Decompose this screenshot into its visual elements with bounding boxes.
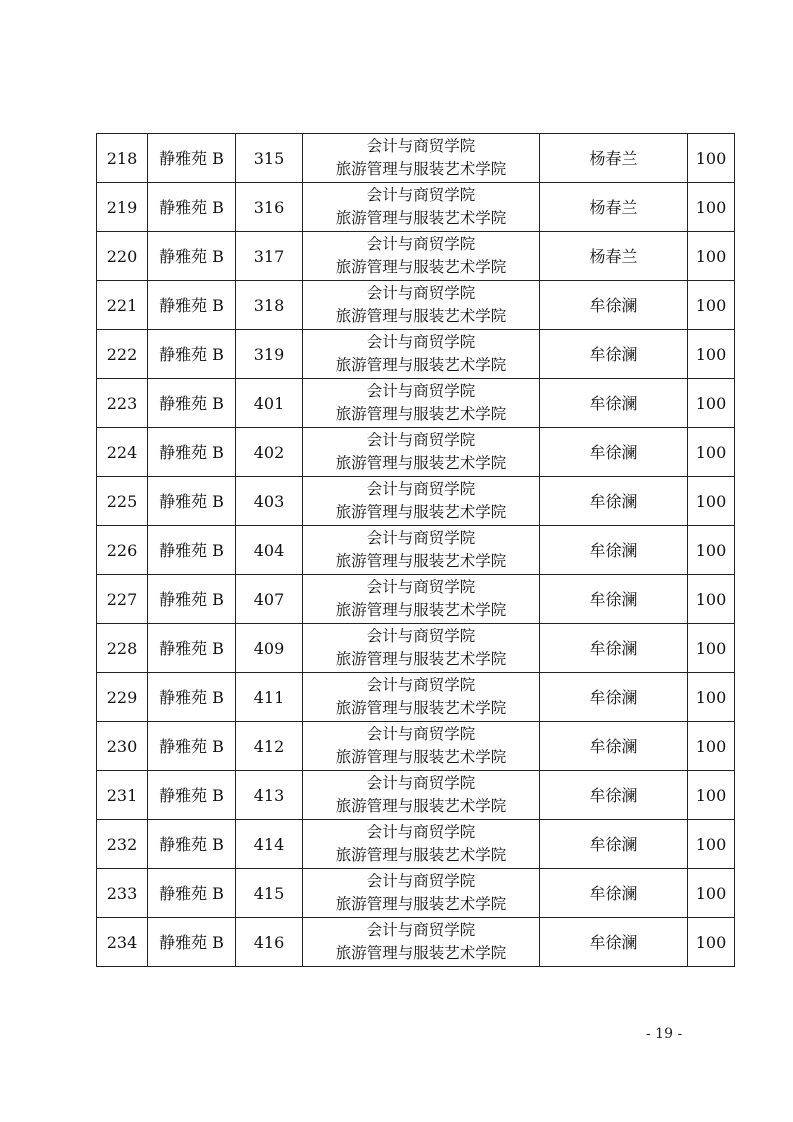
building-cell: 静雅苑 B [148, 526, 236, 575]
building-cell: 静雅苑 B [148, 379, 236, 428]
college-cell [303, 869, 540, 918]
table-row [97, 134, 735, 183]
college-cell [303, 771, 540, 820]
college-cell [303, 183, 540, 232]
row-number-cell: 226 [97, 526, 148, 575]
teacher-cell: 牟徐澜 [540, 673, 688, 722]
building-cell: 静雅苑 B [148, 869, 236, 918]
college-cell [303, 575, 540, 624]
building-cell: 静雅苑 B [148, 134, 236, 183]
row-number-cell: 229 [97, 673, 148, 722]
college-cell [303, 624, 540, 673]
row-number-cell: 234 [97, 918, 148, 967]
teacher-cell: 牟徐澜 [540, 624, 688, 673]
room-cell: 404 [236, 526, 303, 575]
row-number-cell: 228 [97, 624, 148, 673]
score-cell: 100 [688, 526, 735, 575]
room-cell: 318 [236, 281, 303, 330]
college-line-1: 会计与商贸学院 [366, 823, 476, 841]
teacher-cell: 杨春兰 [540, 232, 688, 281]
score-cell: 100 [688, 722, 735, 771]
college-line-2: 旅游管理与服装艺术学院 [335, 650, 507, 668]
teacher-cell: 牟徐澜 [540, 428, 688, 477]
page-number: - 19 - [646, 1026, 683, 1042]
score-cell: 100 [688, 820, 735, 869]
teacher-cell: 牟徐澜 [540, 379, 688, 428]
college-cell [303, 330, 540, 379]
teacher-cell: 杨春兰 [540, 183, 688, 232]
row-number-cell: 221 [97, 281, 148, 330]
table-row [97, 379, 735, 428]
row-number-cell: 225 [97, 477, 148, 526]
college-line-2: 旅游管理与服装艺术学院 [335, 454, 507, 472]
room-cell: 409 [236, 624, 303, 673]
college-line-2: 旅游管理与服装艺术学院 [335, 307, 507, 325]
table-row [97, 526, 735, 575]
room-cell: 319 [236, 330, 303, 379]
college-line-1: 会计与商贸学院 [366, 284, 476, 302]
teacher-cell: 牟徐澜 [540, 722, 688, 771]
row-number-cell: 227 [97, 575, 148, 624]
row-number-cell: 220 [97, 232, 148, 281]
college-cell [303, 134, 540, 183]
room-cell: 401 [236, 379, 303, 428]
college-cell [303, 526, 540, 575]
table-row [97, 575, 735, 624]
college-line-1: 会计与商贸学院 [366, 578, 476, 596]
score-cell: 100 [688, 183, 735, 232]
row-number-cell: 219 [97, 183, 148, 232]
college-line-1: 会计与商贸学院 [366, 872, 476, 890]
college-line-2: 旅游管理与服装艺术学院 [335, 846, 507, 864]
college-line-2: 旅游管理与服装艺术学院 [335, 748, 507, 766]
college-line-2: 旅游管理与服装艺术学院 [335, 944, 507, 962]
table-row [97, 820, 735, 869]
row-number-cell: 231 [97, 771, 148, 820]
teacher-cell: 牟徐澜 [540, 820, 688, 869]
teacher-cell: 牟徐澜 [540, 477, 688, 526]
building-cell: 静雅苑 B [148, 477, 236, 526]
room-cell: 403 [236, 477, 303, 526]
teacher-cell: 牟徐澜 [540, 771, 688, 820]
score-cell: 100 [688, 281, 735, 330]
college-cell [303, 673, 540, 722]
college-cell [303, 820, 540, 869]
room-cell: 402 [236, 428, 303, 477]
building-cell: 静雅苑 B [148, 722, 236, 771]
teacher-cell: 牟徐澜 [540, 575, 688, 624]
college-line-2: 旅游管理与服装艺术学院 [335, 405, 507, 423]
room-cell: 413 [236, 771, 303, 820]
room-cell: 317 [236, 232, 303, 281]
teacher-cell: 牟徐澜 [540, 330, 688, 379]
dorm-score-table [96, 133, 735, 967]
college-line-2: 旅游管理与服装艺术学院 [335, 552, 507, 570]
score-cell: 100 [688, 673, 735, 722]
room-cell: 416 [236, 918, 303, 967]
score-cell: 100 [688, 869, 735, 918]
building-cell: 静雅苑 B [148, 575, 236, 624]
score-cell: 100 [688, 232, 735, 281]
college-line-1: 会计与商贸学院 [366, 921, 476, 939]
college-line-2: 旅游管理与服装艺术学院 [335, 503, 507, 521]
row-number-cell: 224 [97, 428, 148, 477]
building-cell: 静雅苑 B [148, 330, 236, 379]
building-cell: 静雅苑 B [148, 183, 236, 232]
table-row [97, 183, 735, 232]
building-cell: 静雅苑 B [148, 918, 236, 967]
college-line-1: 会计与商贸学院 [366, 137, 476, 155]
row-number-cell: 233 [97, 869, 148, 918]
row-number-cell: 230 [97, 722, 148, 771]
room-cell: 415 [236, 869, 303, 918]
room-cell: 412 [236, 722, 303, 771]
college-cell [303, 232, 540, 281]
building-cell: 静雅苑 B [148, 624, 236, 673]
row-number-cell: 222 [97, 330, 148, 379]
building-cell: 静雅苑 B [148, 820, 236, 869]
table-row [97, 722, 735, 771]
college-cell [303, 428, 540, 477]
building-cell: 静雅苑 B [148, 771, 236, 820]
score-cell: 100 [688, 624, 735, 673]
room-cell: 414 [236, 820, 303, 869]
building-cell: 静雅苑 B [148, 232, 236, 281]
score-cell: 100 [688, 771, 735, 820]
college-line-2: 旅游管理与服装艺术学院 [335, 797, 507, 815]
college-line-1: 会计与商贸学院 [366, 774, 476, 792]
table-row [97, 477, 735, 526]
college-line-1: 会计与商贸学院 [366, 382, 476, 400]
teacher-cell: 杨春兰 [540, 134, 688, 183]
teacher-cell: 牟徐澜 [540, 918, 688, 967]
table-row [97, 330, 735, 379]
score-cell: 100 [688, 134, 735, 183]
building-cell: 静雅苑 B [148, 428, 236, 477]
table-row [97, 771, 735, 820]
college-cell [303, 379, 540, 428]
row-number-cell: 218 [97, 134, 148, 183]
table-row [97, 624, 735, 673]
college-line-1: 会计与商贸学院 [366, 235, 476, 253]
college-line-1: 会计与商贸学院 [366, 186, 476, 204]
room-cell: 316 [236, 183, 303, 232]
college-cell [303, 477, 540, 526]
college-line-1: 会计与商贸学院 [366, 431, 476, 449]
college-line-2: 旅游管理与服装艺术学院 [335, 258, 507, 276]
table-row [97, 281, 735, 330]
college-line-1: 会计与商贸学院 [366, 627, 476, 645]
score-cell: 100 [688, 330, 735, 379]
row-number-cell: 223 [97, 379, 148, 428]
building-cell: 静雅苑 B [148, 281, 236, 330]
table-row [97, 869, 735, 918]
score-cell: 100 [688, 428, 735, 477]
college-line-2: 旅游管理与服装艺术学院 [335, 895, 507, 913]
score-cell: 100 [688, 918, 735, 967]
teacher-cell: 牟徐澜 [540, 281, 688, 330]
college-line-1: 会计与商贸学院 [366, 480, 476, 498]
room-cell: 407 [236, 575, 303, 624]
score-cell: 100 [688, 575, 735, 624]
table-row [97, 673, 735, 722]
college-line-2: 旅游管理与服装艺术学院 [335, 160, 507, 178]
table-row [97, 428, 735, 477]
score-cell: 100 [688, 379, 735, 428]
building-cell: 静雅苑 B [148, 673, 236, 722]
table-row [97, 918, 735, 967]
college-cell [303, 722, 540, 771]
college-line-1: 会计与商贸学院 [366, 676, 476, 694]
room-cell: 315 [236, 134, 303, 183]
college-line-1: 会计与商贸学院 [366, 725, 476, 743]
college-line-2: 旅游管理与服装艺术学院 [335, 699, 507, 717]
college-cell [303, 918, 540, 967]
score-cell: 100 [688, 477, 735, 526]
teacher-cell: 牟徐澜 [540, 869, 688, 918]
row-number-cell: 232 [97, 820, 148, 869]
table-row [97, 232, 735, 281]
college-line-2: 旅游管理与服装艺术学院 [335, 209, 507, 227]
college-line-2: 旅游管理与服装艺术学院 [335, 601, 507, 619]
table-body [97, 134, 735, 967]
teacher-cell: 牟徐澜 [540, 526, 688, 575]
college-line-1: 会计与商贸学院 [366, 333, 476, 351]
college-line-1: 会计与商贸学院 [366, 529, 476, 547]
college-cell [303, 281, 540, 330]
college-line-2: 旅游管理与服装艺术学院 [335, 356, 507, 374]
room-cell: 411 [236, 673, 303, 722]
